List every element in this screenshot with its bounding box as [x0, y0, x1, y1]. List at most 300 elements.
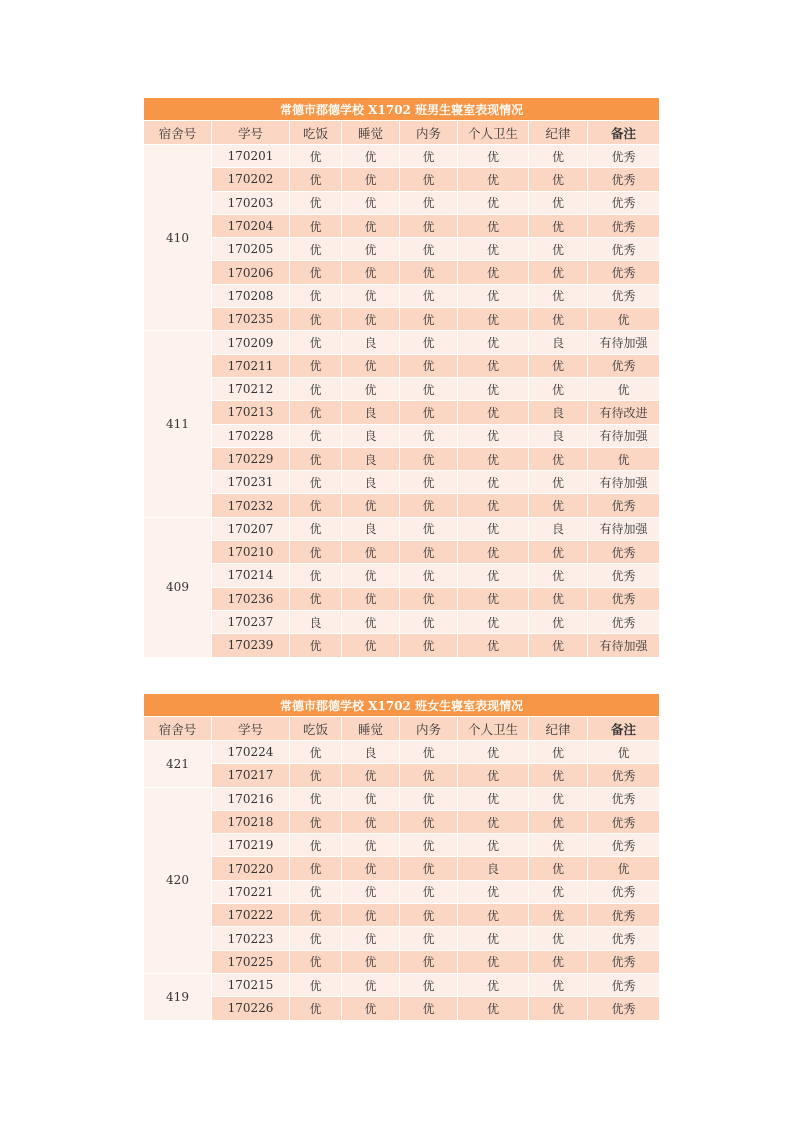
score-cell: 优	[458, 261, 529, 284]
score-cell: 优	[529, 587, 588, 610]
column-header: 睡觉	[342, 717, 400, 741]
score-cell: 有待加强	[588, 634, 660, 657]
score-cell: 有待改进	[588, 401, 660, 424]
table-row	[144, 741, 660, 764]
score-cell: 优	[529, 880, 588, 903]
student-id-cell: 170229	[212, 447, 290, 470]
score-cell: 优	[529, 284, 588, 307]
score-cell: 优	[290, 238, 342, 261]
score-cell: 优	[290, 447, 342, 470]
column-header: 内务	[400, 717, 458, 741]
score-cell: 有待加强	[588, 424, 660, 447]
score-cell: 优	[529, 997, 588, 1020]
score-cell: 优	[458, 610, 529, 633]
score-cell: 优	[529, 741, 588, 764]
table-row	[144, 331, 660, 354]
score-cell: 优	[400, 834, 458, 857]
score-cell: 优秀	[588, 880, 660, 903]
score-cell: 优秀	[588, 973, 660, 996]
score-cell: 有待加强	[588, 331, 660, 354]
student-id-cell: 170215	[212, 973, 290, 996]
score-cell: 优	[458, 634, 529, 657]
student-id-cell: 170221	[212, 880, 290, 903]
girls-dorm-table-container	[143, 693, 659, 1021]
score-cell: 优	[290, 517, 342, 540]
score-cell: 优	[529, 238, 588, 261]
score-cell: 优	[400, 810, 458, 833]
score-cell: 优	[400, 471, 458, 494]
score-cell: 优	[458, 517, 529, 540]
table-row	[144, 950, 660, 973]
student-id-cell: 170223	[212, 927, 290, 950]
table-row	[144, 191, 660, 214]
table-row	[144, 564, 660, 587]
score-cell: 优	[400, 191, 458, 214]
score-cell: 优	[588, 308, 660, 331]
score-cell: 优	[529, 904, 588, 927]
score-cell: 优	[458, 238, 529, 261]
column-header: 个人卫生	[458, 717, 529, 741]
score-cell: 优	[342, 787, 400, 810]
score-cell: 优	[290, 214, 342, 237]
score-cell: 优	[529, 308, 588, 331]
table-row	[144, 447, 660, 470]
column-header-row	[144, 121, 660, 145]
score-cell: 优秀	[588, 927, 660, 950]
score-cell: 优	[342, 764, 400, 787]
score-cell: 优	[290, 401, 342, 424]
score-cell: 优	[290, 541, 342, 564]
score-cell: 优	[342, 834, 400, 857]
score-cell: 优	[458, 541, 529, 564]
score-cell: 优	[290, 377, 342, 400]
score-cell: 优	[342, 950, 400, 973]
student-id-cell: 170201	[212, 145, 290, 168]
score-cell: 良	[529, 517, 588, 540]
score-cell: 优	[400, 764, 458, 787]
score-cell: 优	[588, 741, 660, 764]
table-row	[144, 764, 660, 787]
score-cell: 良	[342, 401, 400, 424]
score-cell: 良	[342, 447, 400, 470]
score-cell: 优	[342, 587, 400, 610]
score-cell: 优	[458, 331, 529, 354]
score-cell: 优	[458, 880, 529, 903]
student-id-cell: 170235	[212, 308, 290, 331]
student-id-cell: 170225	[212, 950, 290, 973]
score-cell: 优	[400, 354, 458, 377]
score-cell: 优	[342, 494, 400, 517]
student-id-cell: 170212	[212, 377, 290, 400]
score-cell: 优	[588, 377, 660, 400]
score-cell: 优	[400, 857, 458, 880]
score-cell: 优	[400, 904, 458, 927]
column-header: 宿舍号	[144, 121, 212, 145]
boys-dorm-table-container	[143, 97, 659, 658]
score-cell: 优	[400, 880, 458, 903]
score-cell: 优	[529, 145, 588, 168]
table-row	[144, 587, 660, 610]
score-cell: 良	[529, 401, 588, 424]
student-id-cell: 170239	[212, 634, 290, 657]
score-cell: 优秀	[588, 764, 660, 787]
student-id-cell: 170206	[212, 261, 290, 284]
score-cell: 优	[400, 997, 458, 1020]
student-id-cell: 170216	[212, 787, 290, 810]
score-cell: 优	[400, 927, 458, 950]
score-cell: 优	[529, 447, 588, 470]
student-id-cell: 170237	[212, 610, 290, 633]
table-row	[144, 261, 660, 284]
score-cell: 优	[458, 145, 529, 168]
column-header: 吃饭	[290, 121, 342, 145]
score-cell: 优	[458, 308, 529, 331]
score-cell: 优	[529, 377, 588, 400]
score-cell: 优	[290, 191, 342, 214]
score-cell: 优	[342, 377, 400, 400]
column-header-row	[144, 717, 660, 741]
student-id-cell: 170209	[212, 331, 290, 354]
score-cell: 有待加强	[588, 471, 660, 494]
score-cell: 优秀	[588, 494, 660, 517]
score-cell: 优	[400, 517, 458, 540]
score-cell: 优	[400, 564, 458, 587]
score-cell: 优	[290, 471, 342, 494]
table-row	[144, 880, 660, 903]
score-cell: 优	[458, 927, 529, 950]
score-cell: 良	[342, 424, 400, 447]
score-cell: 优	[588, 447, 660, 470]
score-cell: 优	[458, 354, 529, 377]
table-row	[144, 634, 660, 657]
table-row	[144, 238, 660, 261]
score-cell: 优	[342, 973, 400, 996]
dorm-number-cell: 410	[144, 145, 212, 331]
score-cell: 优	[290, 145, 342, 168]
score-cell: 优	[458, 810, 529, 833]
table-row	[144, 308, 660, 331]
score-cell: 优	[529, 354, 588, 377]
student-id-cell: 170222	[212, 904, 290, 927]
column-header: 个人卫生	[458, 121, 529, 145]
score-cell: 优	[342, 541, 400, 564]
score-cell: 优秀	[588, 261, 660, 284]
score-cell: 优	[458, 973, 529, 996]
table-row	[144, 377, 660, 400]
score-cell: 优	[290, 857, 342, 880]
table-row	[144, 354, 660, 377]
score-cell: 优	[342, 904, 400, 927]
score-cell: 优	[342, 354, 400, 377]
table-row	[144, 834, 660, 857]
score-cell: 优	[400, 741, 458, 764]
score-cell: 优	[458, 401, 529, 424]
column-header: 学号	[212, 717, 290, 741]
score-cell: 优	[290, 284, 342, 307]
score-cell: 优	[290, 168, 342, 191]
table-title: 常德市郡德学校 X1702 班女生寝室表现情况	[144, 694, 660, 717]
score-cell: 优	[458, 834, 529, 857]
score-cell: 优	[342, 284, 400, 307]
score-cell: 优秀	[588, 214, 660, 237]
score-cell: 优	[342, 261, 400, 284]
score-cell: 优	[400, 634, 458, 657]
student-id-cell: 170218	[212, 810, 290, 833]
table-row	[144, 214, 660, 237]
score-cell: 优	[400, 950, 458, 973]
score-cell: 优	[529, 494, 588, 517]
score-cell: 优	[400, 168, 458, 191]
score-cell: 优	[458, 377, 529, 400]
score-cell: 优	[342, 214, 400, 237]
score-cell: 优	[400, 308, 458, 331]
student-id-cell: 170220	[212, 857, 290, 880]
score-cell: 优秀	[588, 810, 660, 833]
table-row	[144, 517, 660, 540]
column-header: 宿舍号	[144, 717, 212, 741]
score-cell: 优	[458, 284, 529, 307]
table-row	[144, 168, 660, 191]
score-cell: 优秀	[588, 787, 660, 810]
column-header: 纪律	[529, 717, 588, 741]
dorm-number-cell: 419	[144, 973, 212, 1020]
table-row	[144, 857, 660, 880]
student-id-cell: 170204	[212, 214, 290, 237]
score-cell: 优	[458, 191, 529, 214]
table-row	[144, 610, 660, 633]
score-cell: 优	[290, 764, 342, 787]
dorm-number-cell: 420	[144, 787, 212, 973]
score-cell: 优秀	[588, 834, 660, 857]
score-cell: 优	[290, 587, 342, 610]
student-id-cell: 170231	[212, 471, 290, 494]
score-cell: 优	[400, 787, 458, 810]
score-cell: 优	[458, 471, 529, 494]
score-cell: 优	[290, 308, 342, 331]
score-cell: 优	[290, 424, 342, 447]
student-id-cell: 170210	[212, 541, 290, 564]
score-cell: 优	[290, 927, 342, 950]
score-cell: 优	[529, 950, 588, 973]
score-cell: 优	[529, 541, 588, 564]
score-cell: 优	[400, 284, 458, 307]
girls-dorm-table	[143, 693, 660, 1021]
score-cell: 优	[458, 764, 529, 787]
score-cell: 优	[458, 587, 529, 610]
score-cell: 优	[529, 471, 588, 494]
score-cell: 优	[400, 331, 458, 354]
score-cell: 优	[529, 168, 588, 191]
score-cell: 优秀	[588, 238, 660, 261]
dorm-number-cell: 421	[144, 741, 212, 788]
score-cell: 优	[529, 973, 588, 996]
column-header: 备注	[588, 121, 660, 145]
student-id-cell: 170224	[212, 741, 290, 764]
score-cell: 优	[342, 308, 400, 331]
student-id-cell: 170211	[212, 354, 290, 377]
score-cell: 优	[290, 261, 342, 284]
score-cell: 优	[290, 834, 342, 857]
score-cell: 优	[290, 950, 342, 973]
score-cell: 良	[458, 857, 529, 880]
score-cell: 优秀	[588, 587, 660, 610]
student-id-cell: 170203	[212, 191, 290, 214]
score-cell: 优秀	[588, 610, 660, 633]
score-cell: 优	[458, 741, 529, 764]
score-cell: 优	[290, 997, 342, 1020]
score-cell: 优秀	[588, 997, 660, 1020]
score-cell: 优	[458, 787, 529, 810]
table-row	[144, 997, 660, 1020]
student-id-cell: 170213	[212, 401, 290, 424]
table-row	[144, 284, 660, 307]
score-cell: 优	[290, 634, 342, 657]
table-row	[144, 810, 660, 833]
score-cell: 优秀	[588, 284, 660, 307]
score-cell: 优	[529, 787, 588, 810]
score-cell: 优	[342, 634, 400, 657]
score-cell: 优	[342, 857, 400, 880]
student-id-cell: 170208	[212, 284, 290, 307]
score-cell: 优秀	[588, 354, 660, 377]
score-cell: 良	[529, 331, 588, 354]
dorm-number-cell: 411	[144, 331, 212, 517]
score-cell: 优	[400, 238, 458, 261]
student-id-cell: 170202	[212, 168, 290, 191]
score-cell: 优	[529, 634, 588, 657]
score-cell: 优	[290, 331, 342, 354]
score-cell: 有待加强	[588, 517, 660, 540]
score-cell: 优	[529, 610, 588, 633]
score-cell: 优秀	[588, 564, 660, 587]
score-cell: 优	[400, 587, 458, 610]
score-cell: 优	[529, 214, 588, 237]
score-cell: 优	[290, 973, 342, 996]
score-cell: 良	[342, 331, 400, 354]
student-id-cell: 170207	[212, 517, 290, 540]
student-id-cell: 170205	[212, 238, 290, 261]
score-cell: 优	[458, 214, 529, 237]
score-cell: 优	[588, 857, 660, 880]
score-cell: 优	[458, 564, 529, 587]
score-cell: 优	[400, 377, 458, 400]
student-id-cell: 170219	[212, 834, 290, 857]
score-cell: 优	[290, 880, 342, 903]
score-cell: 优秀	[588, 541, 660, 564]
score-cell: 优	[529, 857, 588, 880]
score-cell: 优	[458, 424, 529, 447]
score-cell: 优秀	[588, 145, 660, 168]
score-cell: 优	[458, 950, 529, 973]
score-cell: 优	[342, 238, 400, 261]
score-cell: 优	[342, 610, 400, 633]
score-cell: 优秀	[588, 904, 660, 927]
score-cell: 优	[400, 973, 458, 996]
table-row	[144, 904, 660, 927]
student-id-cell: 170226	[212, 997, 290, 1020]
score-cell: 优秀	[588, 168, 660, 191]
score-cell: 优	[529, 261, 588, 284]
score-cell: 优	[342, 880, 400, 903]
score-cell: 良	[290, 610, 342, 633]
score-cell: 优	[458, 904, 529, 927]
column-header: 学号	[212, 121, 290, 145]
score-cell: 优	[342, 564, 400, 587]
score-cell: 优	[342, 810, 400, 833]
score-cell: 优	[400, 494, 458, 517]
score-cell: 优	[342, 927, 400, 950]
table-title-row	[144, 694, 660, 717]
score-cell: 优	[290, 787, 342, 810]
score-cell: 优	[529, 834, 588, 857]
score-cell: 优	[400, 214, 458, 237]
score-cell: 优秀	[588, 950, 660, 973]
score-cell: 优	[400, 541, 458, 564]
column-header: 纪律	[529, 121, 588, 145]
table-row	[144, 401, 660, 424]
score-cell: 优	[290, 904, 342, 927]
score-cell: 优	[458, 494, 529, 517]
column-header: 吃饭	[290, 717, 342, 741]
score-cell: 优	[342, 997, 400, 1020]
dorm-number-cell: 409	[144, 517, 212, 657]
score-cell: 优	[529, 764, 588, 787]
score-cell: 优	[458, 168, 529, 191]
column-header: 睡觉	[342, 121, 400, 145]
student-id-cell: 170228	[212, 424, 290, 447]
student-id-cell: 170214	[212, 564, 290, 587]
score-cell: 优	[290, 354, 342, 377]
table-title-row	[144, 98, 660, 121]
score-cell: 良	[342, 741, 400, 764]
score-cell: 优	[458, 447, 529, 470]
score-cell: 优	[458, 997, 529, 1020]
score-cell: 良	[342, 517, 400, 540]
score-cell: 优	[400, 401, 458, 424]
score-cell: 优	[400, 145, 458, 168]
table-row	[144, 145, 660, 168]
table-row	[144, 494, 660, 517]
table-title: 常德市郡德学校 X1702 班男生寝室表现情况	[144, 98, 660, 121]
score-cell: 优	[290, 810, 342, 833]
column-header: 备注	[588, 717, 660, 741]
score-cell: 良	[342, 471, 400, 494]
table-row	[144, 973, 660, 996]
boys-dorm-table	[143, 97, 660, 658]
score-cell: 优	[342, 145, 400, 168]
score-cell: 优	[529, 191, 588, 214]
score-cell: 优	[529, 564, 588, 587]
score-cell: 优	[400, 447, 458, 470]
score-cell: 优秀	[588, 191, 660, 214]
score-cell: 优	[342, 191, 400, 214]
score-cell: 优	[400, 261, 458, 284]
table-row	[144, 927, 660, 950]
score-cell: 优	[342, 168, 400, 191]
score-cell: 优	[290, 494, 342, 517]
score-cell: 优	[400, 610, 458, 633]
student-id-cell: 170236	[212, 587, 290, 610]
student-id-cell: 170232	[212, 494, 290, 517]
student-id-cell: 170217	[212, 764, 290, 787]
score-cell: 优	[290, 741, 342, 764]
score-cell: 优	[290, 564, 342, 587]
score-cell: 优	[529, 927, 588, 950]
score-cell: 优	[400, 424, 458, 447]
table-row	[144, 541, 660, 564]
table-row	[144, 471, 660, 494]
column-header: 内务	[400, 121, 458, 145]
